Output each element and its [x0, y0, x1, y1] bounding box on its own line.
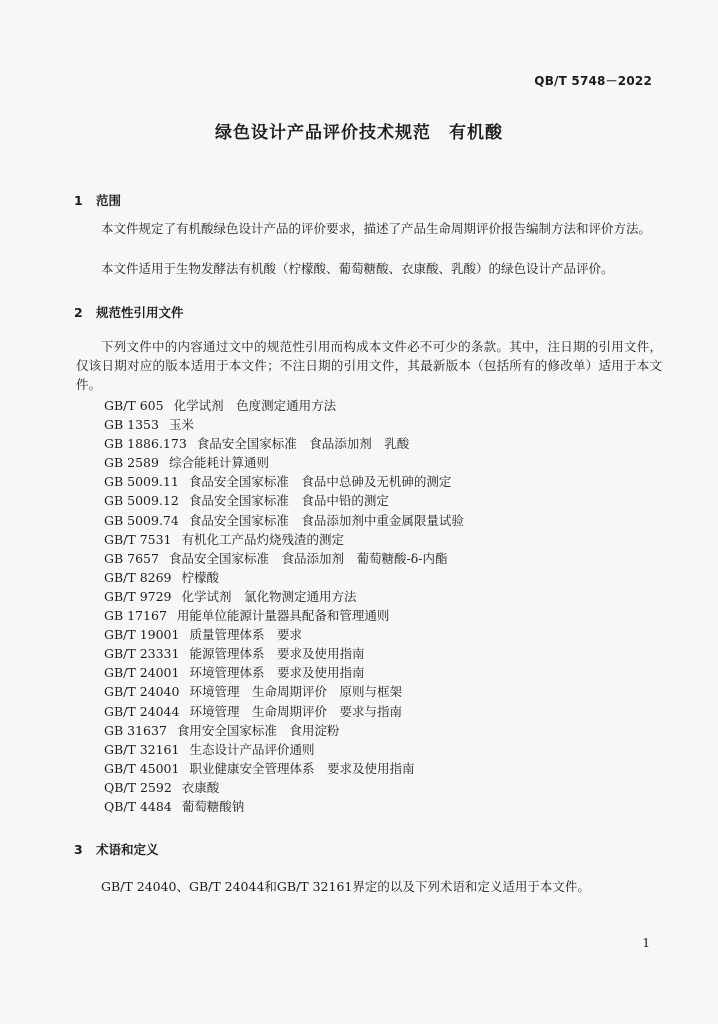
reference-code: GB/T 45001	[104, 760, 180, 776]
section-number: 2	[74, 305, 83, 320]
reference-code: GB 7657	[104, 550, 159, 566]
reference-title: 能源管理体系 要求及使用指南	[189, 646, 365, 662]
standard-code: QB/T 5748－2022	[534, 74, 652, 88]
reference-title: 葡萄糖酸钠	[181, 798, 245, 814]
reference-title: 有机化工产品灼烧残渣的测定	[181, 531, 345, 547]
reference-code: GB 2589	[104, 455, 159, 471]
reference-code: GB 1353	[104, 417, 159, 433]
reference-title: 食用安全国家标准 食用淀粉	[176, 722, 340, 738]
list-item	[104, 682, 464, 701]
list-item	[104, 568, 464, 587]
reference-code: GB 31637	[104, 722, 167, 738]
reference-title: 质量管理体系 要求	[189, 627, 302, 643]
reference-code: GB/T 605	[104, 398, 164, 413]
section-number: 3	[74, 842, 83, 857]
reference-title: 食品安全国家标准 食品添加剂 乳酸	[196, 436, 410, 452]
reference-title: 综合能耗计算通则	[168, 455, 269, 471]
list-item	[104, 491, 464, 510]
reference-code: GB/T 8269	[104, 569, 172, 585]
list-item	[104, 434, 464, 453]
section-number: 1	[74, 193, 83, 208]
list-item	[104, 396, 464, 415]
reference-code: GB 5009.11	[104, 474, 179, 490]
reference-title: 环境管理体系 要求及使用指南	[189, 665, 365, 681]
list-item	[104, 587, 464, 606]
section-heading-scope	[74, 191, 121, 209]
page-title: 绿色设计产品评价技术规范 有机酸	[215, 123, 503, 143]
section-title: 术语和定义	[96, 842, 159, 857]
reference-code: GB/T 24001	[104, 665, 180, 681]
reference-code: GB 1886.173	[104, 436, 187, 452]
reference-title: 生态设计产品评价通则	[189, 741, 315, 757]
list-item	[104, 759, 464, 778]
scope-paragraph-2: 本文件适用于生物发酵法有机酸（柠檬酸、葡萄糖酸、衣康酸、乳酸）的绿色设计产品评价。	[101, 261, 614, 276]
list-item	[104, 740, 464, 759]
list-item	[104, 549, 464, 568]
reference-title: 食品安全国家标准 食品添加剂 葡萄糖酸-δ-内酯	[168, 550, 448, 566]
reference-code: GB 5009.74	[104, 512, 179, 528]
section-heading-terms-definitions	[74, 840, 159, 858]
list-item	[104, 472, 464, 491]
section-title: 范围	[96, 193, 122, 208]
reference-code: GB/T 9729	[104, 588, 172, 604]
list-item	[104, 511, 464, 530]
reference-code: QB/T 2592	[104, 779, 172, 795]
reference-title: 食品安全国家标准 食品添加剂中重金属限量试验	[188, 512, 464, 528]
list-item	[104, 702, 464, 721]
reference-title: 食品安全国家标准 食品中总砷及无机砷的测定	[188, 474, 452, 490]
reference-code: QB/T 4484	[104, 798, 172, 814]
list-item	[104, 644, 464, 663]
list-item	[104, 625, 464, 644]
reference-code: GB/T 32161	[104, 741, 180, 757]
section-heading-normative-references	[74, 303, 184, 321]
list-item	[104, 530, 464, 549]
reference-code: GB/T 7531	[104, 531, 172, 547]
reference-code: GB/T 23331	[104, 646, 180, 662]
reference-code: GB/T 24044	[104, 703, 180, 719]
reference-title: 柠檬酸	[181, 569, 220, 585]
reference-code: GB/T 24040	[104, 684, 180, 700]
reference-title: 衣康酸	[181, 779, 220, 795]
list-item	[104, 606, 464, 625]
reference-title: 化学试剂 氯化物测定通用方法	[181, 588, 357, 604]
terms-intro-paragraph: GB/T 24040、GB/T 24044和GB/T 32161界定的以及下列术语和定义适用于本文件。	[101, 879, 590, 894]
reference-title: 食品安全国家标准 食品中铅的测定	[188, 493, 389, 509]
list-item	[104, 721, 464, 740]
section-title: 规范性引用文件	[96, 305, 184, 320]
reference-title: 玉米	[168, 417, 194, 433]
list-item	[104, 663, 464, 682]
list-item	[104, 797, 464, 816]
reference-title: 用能单位能源计量器具配备和管理通则	[176, 608, 390, 624]
list-item	[104, 453, 464, 472]
page-number: 1	[642, 936, 650, 950]
reference-code: GB 17167	[104, 608, 167, 624]
reference-title: 职业健康安全管理体系 要求及使用指南	[189, 760, 415, 776]
reference-code: GB/T 19001	[104, 627, 180, 643]
reference-title: 化学试剂 色度测定通用方法	[173, 398, 337, 413]
reference-list	[104, 396, 464, 816]
reference-title: 环境管理 生命周期评价 原则与框架	[189, 684, 402, 700]
reference-code: GB 5009.12	[104, 493, 179, 509]
list-item	[104, 415, 464, 434]
list-item	[104, 778, 464, 797]
scope-paragraph-1: 本文件规定了有机酸绿色设计产品的评价要求，描述了产品生命周期评价报告编制方法和评价方法。	[101, 221, 652, 236]
reference-title: 环境管理 生命周期评价 要求与指南	[189, 703, 402, 719]
references-intro-paragraph: 下列文件中的内容通过文中的规范性引用而构成本文件必不可少的条款。其中，注日期的引用文件，仅该日期对应的版本适用于本文件；不注日期的引用文件，其最新版本（包括所有的修改单）适用于本文件。	[76, 339, 662, 392]
